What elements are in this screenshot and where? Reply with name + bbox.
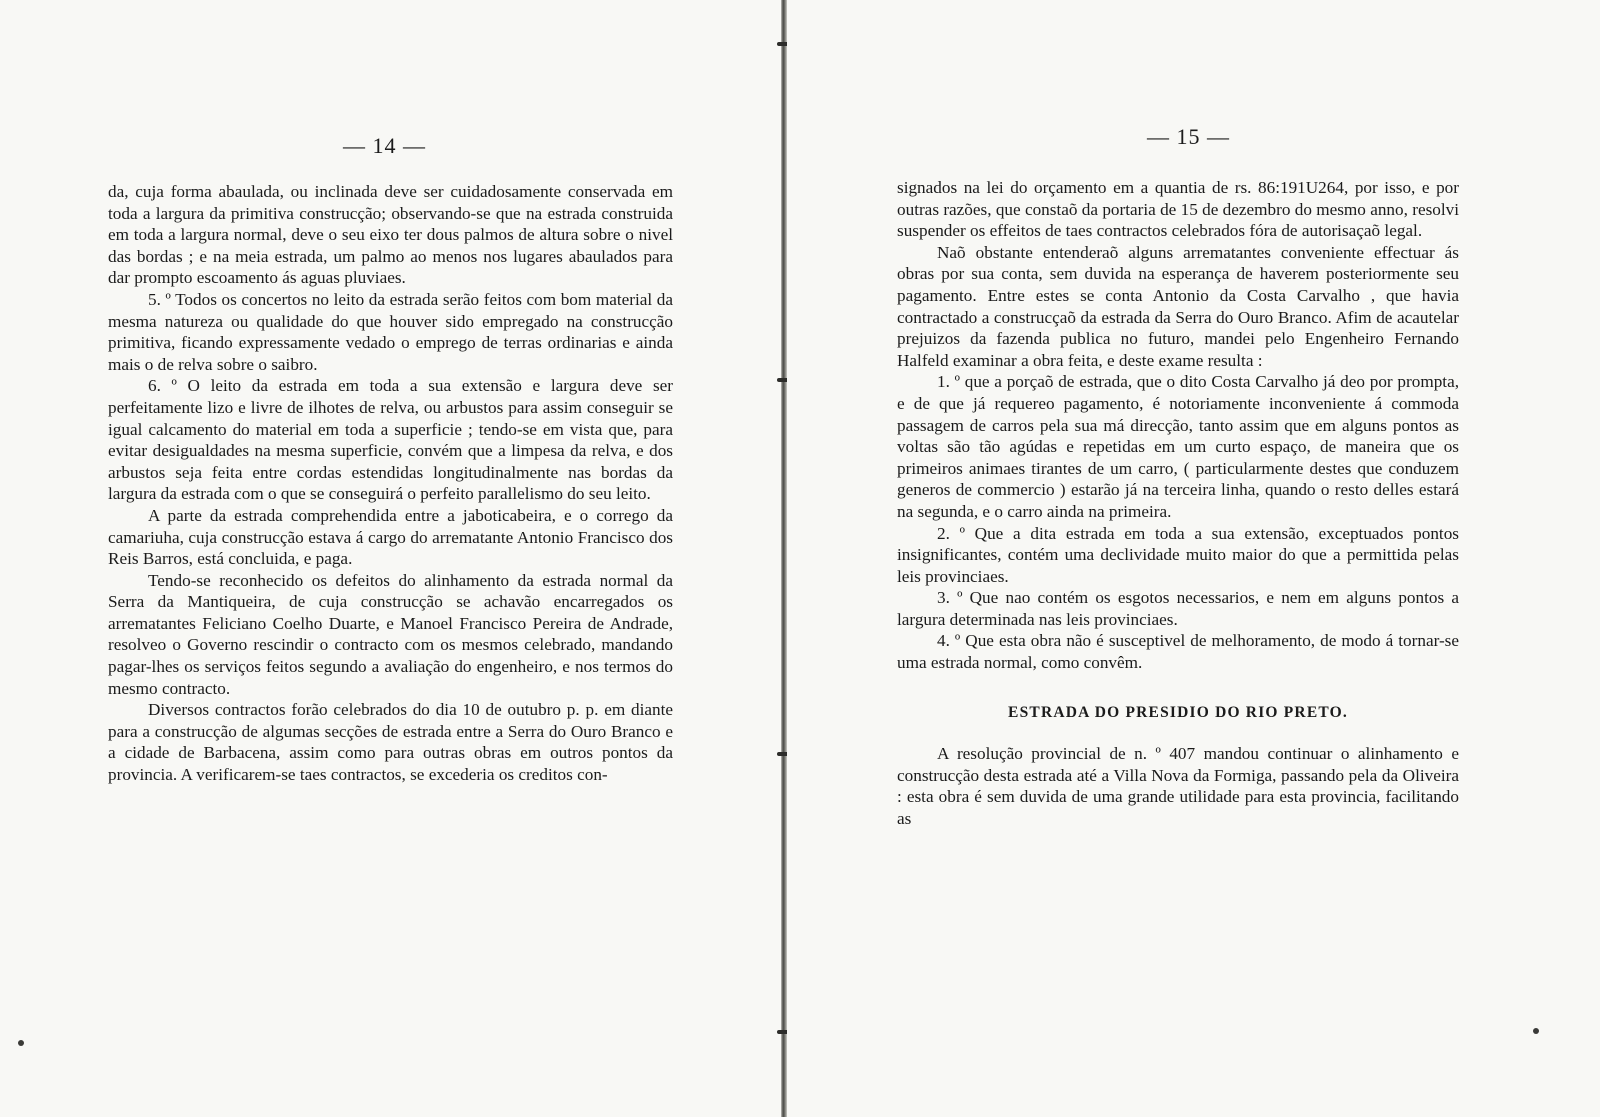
paragraph: 2. º Que a dita estrada em toda a sua extensão, exceptuados pontos insignificantes, contém uma declividade muito maior do que a permittida pelas leis provinciaes. [897, 523, 1459, 586]
left-page-text [108, 181, 673, 786]
paragraph: signados na lei do orçamento em a quantia de rs. 86:191U264, por isso, e por outras razões, que constaõ da portaria de 15 de dezembro do mesmo anno, resolvi suspender os effeitos de taes contractos celebrados fóra de autorisaçaõ legal. [897, 178, 1459, 241]
page-number-right: — 15 — [1147, 124, 1230, 149]
ink-speck [1533, 1028, 1539, 1034]
paragraph: Diversos contractos forão celebrados do dia 10 de outubro p. p. em diante para a construcção de algumas secções de estrada entre a Serra do Ouro Branco e a cidade de Barbacena, assim como para outras obras em outros pontos da provincia. A verificarem-se taes contractos, se excederia os creditos con- [108, 700, 673, 785]
paragraph: 6. º O leito da estrada em toda a sua extensão e largura deve ser perfeitamente lizo e livre de ilhotes de relva, ou arbustos para assim conseguir se igual calcamento do material em toda a superficie ; tendo-se em vista que, para evitar desigualdades na mesma superficie, convém que a limpesa da relva, e dos arbustos seja feita entre cordas estendidas longitudinalmente nas bordas da largura da estrada com o que se conseguirá o perfeito parallelismo do seu leito. [108, 376, 673, 504]
right-page-text [897, 177, 1459, 830]
page-number-left: — 14 — [343, 133, 426, 158]
left-page [0, 0, 783, 1117]
paragraph: A parte da estrada comprehendida entre a jaboticabeira, e o corrego da camariuha, cuja construcção estava á cargo do arrematante Antonio Francisco dos Reis Barros, está concluida, e paga. [108, 505, 673, 569]
paragraph: A resolução provincial de n. º 407 mandou continuar o alinhamento e construcção desta estrada até a Villa Nova da Formiga, passando pela da Oliveira : esta obra é sem duvida de uma grande utilidade para esta provincia, facilitando as [897, 744, 1459, 829]
ink-speck [18, 1040, 24, 1046]
paragraph: Tendo-se reconhecido os defeitos do alinhamento da estrada normal da Serra da Mantiqueira, de cuja construcção se achavão encarregados os arrematantes Feliciano Coelho Duarte, e Manoel Francisco Pereira de Andrade, resolveo o Governo rescindir o contracto com os mesmos celebrado, mandando pagar-lhes os serviços feitos segundo a avaliação do engenheiro, e nos termos do mesmo contracto. [108, 570, 673, 698]
paragraph: 3. º Que nao contém os esgotos necessarios, e nem em alguns pontos a largura determinada nas leis provinciaes. [897, 588, 1459, 629]
paragraph: 4. º Que esta obra não é susceptivel de melhoramento, de modo á tornar-se uma estrada normal, como convêm. [897, 631, 1459, 673]
paragraph: 1. º que a porçaõ de estrada, que o dito Costa Carvalho já deo por prompta, e de que já requereo pagamento, é notoriamente inconveniente á commoda passagem de carros pela sua má direcção, tanto assim que em alguns pontos as voltas são tão agúdas e repetidas em um curto espaço, de maneira que os primeiros animaes tirantes de um carro, ( particularmente destes que conduzem generos de commercio ) estarão já na terceira linha, quando o resto delles estará na segunda, e o carro ainda na primeira. [897, 372, 1459, 521]
paragraph: 5. º Todos os concertos no leito da estrada serão feitos com bom material da mesma natureza ou qualidade do que houver sido empregado na construcção primitiva, ficando expressamente vedado o emprego de terras ordinarias e ainda mais o de relva sobre o saibro. [108, 289, 673, 374]
paragraph: da, cuja forma abaulada, ou inclinada deve ser cuidadosamente conservada em toda a largura da primitiva construcção; observando-se que na estrada construida em toda a largura normal, deve o seu eixo ter dous palmos de altura sobre o nivel das bordas ; e na meia estrada, um palmo ao menos nos lugares abaulados para dar prompto escoamento ás aguas pluviaes. [108, 182, 673, 288]
paragraph: Naõ obstante entenderaõ alguns arrematantes conveniente effectuar ás obras por sua conta, sem duvida na esperança de haverem posteriormente seu pagamento. Entre estes se conta Antonio da Costa Carvalho , que havia contractado a construcçaõ da estrada da Serra do Ouro Branco. Afim de acautelar prejuizos da fazenda publica no futuro, mandei pelo Engenheiro Fernando Halfeld examinar a obra feita, e deste exame resulta : [897, 242, 1459, 370]
right-page [787, 0, 1600, 1117]
section-heading: ESTRADA DO PRESIDIO DO RIO PRETO. [1008, 703, 1348, 721]
